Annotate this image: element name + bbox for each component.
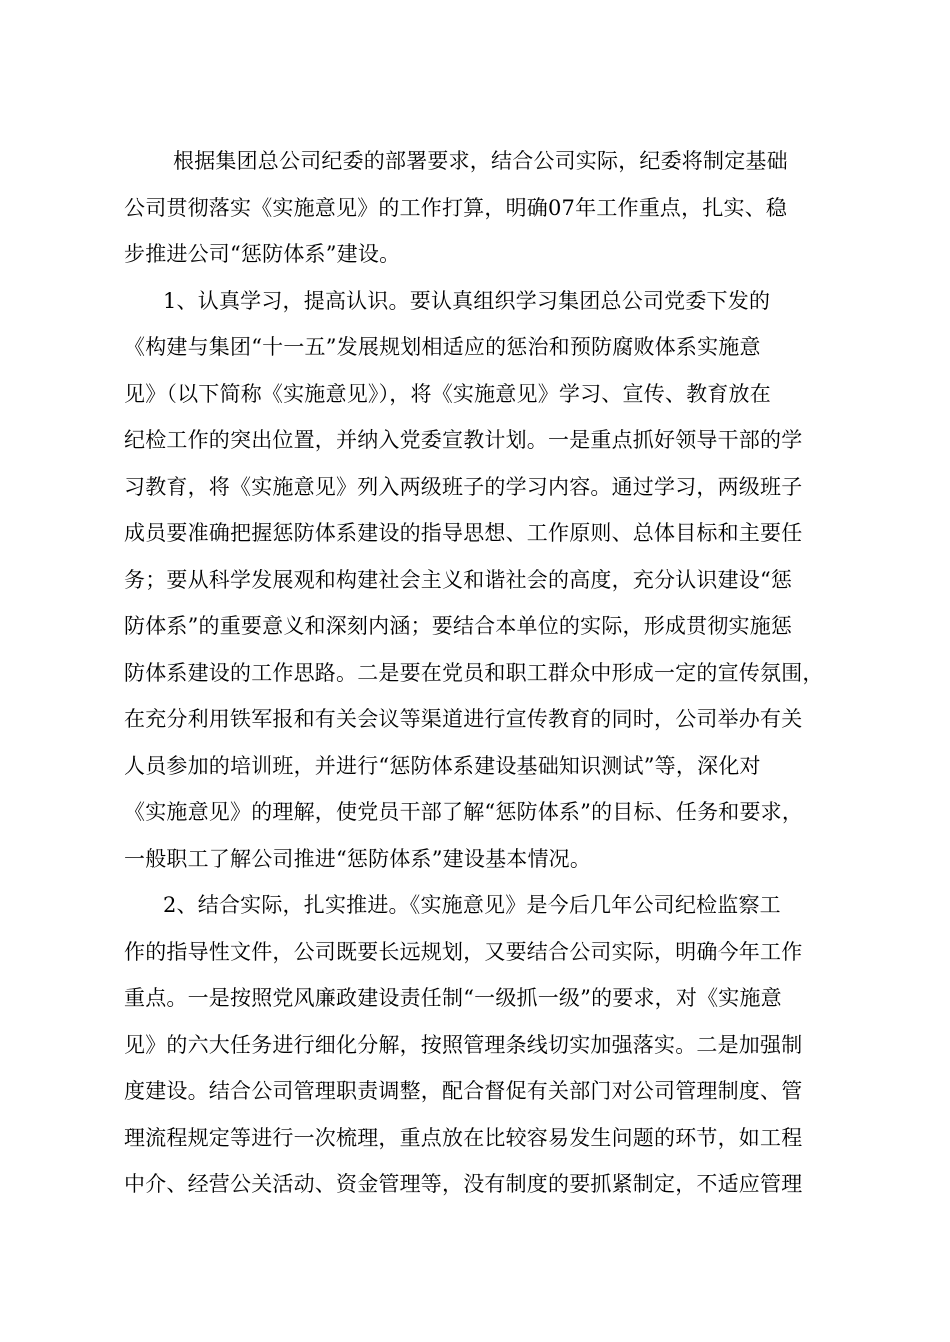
paragraph-2-line-1: 1、认真学习，提高认识。要认真组织学习集团总公司党委下发的 bbox=[163, 289, 771, 313]
paragraph-1-line-2: 公司贯彻落实《实施意见》的工作打算，明确07年工作重点，扎实、稳 bbox=[124, 196, 788, 220]
paragraph-1-line-1: 根据集团总公司纪委的部署要求，结合公司实际，纪委将制定基础 bbox=[173, 149, 788, 173]
paragraph-2-line-6: 成员要准确把握惩防体系建设的指导思想、工作原则、总体目标和主要任 bbox=[124, 521, 803, 545]
paragraph-3-line-6: 理流程规定等进行一次梳理，重点放在比较容易发生问题的环节，如工程 bbox=[124, 1126, 803, 1150]
paragraph-3-line-5: 度建设。结合公司管理职责调整，配合督促有关部门对公司管理制度、管 bbox=[124, 1079, 803, 1103]
paragraph-3-line-1: 2、结合实际，扎实推进。《实施意见》是今后几年公司纪检监察工 bbox=[163, 893, 781, 917]
paragraph-2-line-4: 纪检工作的突出位置，并纳入党委宣教计划。一是重点抓好领导干部的学 bbox=[124, 428, 803, 452]
paragraph-3-line-2: 作的指导性文件，公司既要长远规划，又要结合公司实际，明确今年工作 bbox=[124, 940, 803, 964]
paragraph-1-line-3: 步推进公司“惩防体系”建设。 bbox=[124, 242, 401, 266]
paragraph-2-line-8: 防体系”的重要意义和深刻内涵；要结合本单位的实际，形成贯彻实施惩 bbox=[124, 614, 793, 638]
paragraph-2-line-2: 《构建与集团“十一五”发展规划相适应的惩治和预防腐败体系实施意 bbox=[124, 335, 761, 359]
paragraph-2-line-7: 务；要从科学发展观和构建社会主义和谐社会的高度，充分认识建设“惩 bbox=[124, 568, 793, 592]
paragraph-2-line-10: 在充分利用铁军报和有关会议等渠道进行宣传教育的同时，公司举办有关 bbox=[124, 707, 803, 731]
paragraph-2-line-3: 见》（以下简称《实施意见》），将《实施意见》学习、宣传、教育放在 bbox=[124, 382, 771, 406]
paragraph-2-line-13: 一般职工了解公司推进“惩防体系”建设基本情况。 bbox=[124, 847, 592, 871]
paragraph-3-line-4: 见》的六大任务进行细化分解，按照管理条线切实加强落实。二是加强制 bbox=[124, 1033, 803, 1057]
paragraph-2-line-9: 防体系建设的工作思路。二是要在党员和职工群众中形成一定的宣传氛围， bbox=[124, 661, 824, 685]
paragraph-3-line-3: 重点。一是按照党风廉政建设责任制“一级抓一级”的要求，对《实施意 bbox=[124, 986, 782, 1010]
paragraph-2-line-5: 习教育，将《实施意见》列入两级班子的学习内容。通过学习，两级班子 bbox=[124, 475, 803, 499]
paragraph-3-line-7: 中介、经营公关活动、资金管理等，没有制度的要抓紧制定，不适应管理 bbox=[124, 1172, 803, 1196]
paragraph-2-line-12: 《实施意见》的理解，使党员干部了解“惩防体系”的目标、任务和要求， bbox=[124, 800, 804, 824]
paragraph-2-line-11: 人员参加的培训班，并进行“惩防体系建设基础知识测试”等，深化对 bbox=[124, 754, 761, 778]
